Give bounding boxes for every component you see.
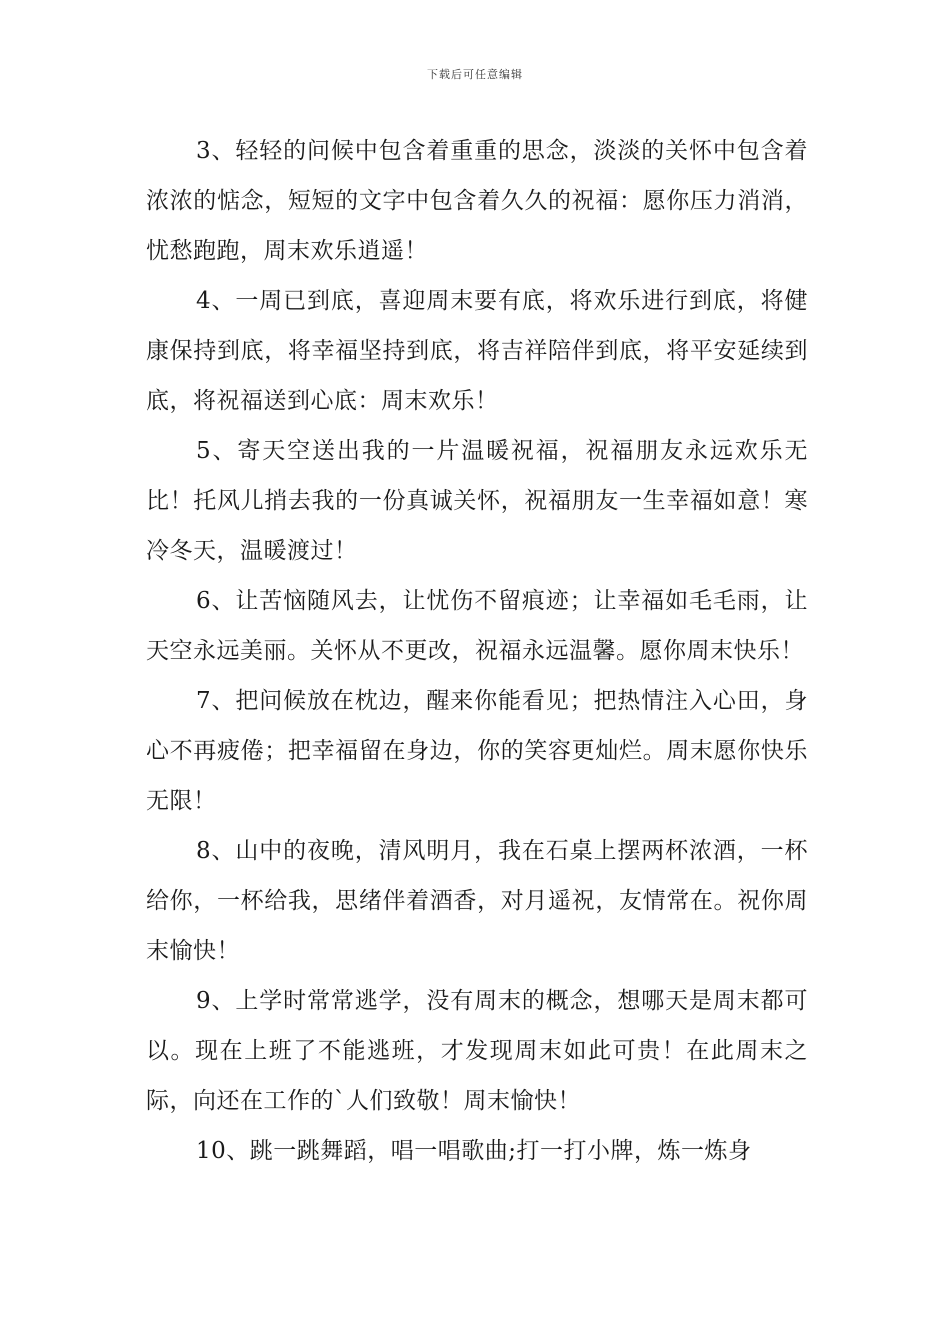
page-header-note: 下载后可任意编辑: [427, 68, 523, 81]
paragraph: 6、让苦恼随风去，让忧伤不留痕迹；让幸福如毛毛雨，让天空永远美丽。关怀从不更改，祝福永远温馨。愿你周末快乐！: [146, 588, 808, 664]
paragraph: 8、山中的夜晚，清风明月，我在石桌上摆两杯浓酒，一杯给你，一杯给我，思绪伴着酒香，对月遥祝，友情常在。祝你周末愉快！: [146, 838, 808, 964]
paragraph: 7、把问候放在枕边，醒来你能看见；把热情注入心田，身心不再疲倦；把幸福留在身边，你的笑容更灿烂。周末愿你快乐无限！: [146, 688, 808, 814]
paragraph: 9、上学时常常逃学，没有周末的概念，想哪天是周末都可以。现在上班了不能逃班，才发现周末如此可贵！在此周末之际，向还在工作的`人们致敬！周末愉快！: [146, 988, 808, 1114]
paragraph: 5、寄天空送出我的一片温暖祝福，祝福朋友永远欢乐无比！托风儿捎去我的一份真诚关怀，祝福朋友一生幸福如意！寒冷冬天，温暖渡过！: [146, 438, 808, 564]
document-body: [146, 126, 808, 1176]
paragraph: 10、跳一跳舞蹈，唱一唱歌曲;打一打小牌，炼一炼身: [196, 1138, 752, 1164]
paragraph: 4、一周已到底，喜迎周末要有底，将欢乐进行到底，将健康保持到底，将幸福坚持到底，将吉祥陪伴到底，将平安延续到底，将祝福送到心底：周末欢乐！: [146, 288, 808, 414]
paragraph: 3、轻轻的问候中包含着重重的思念，淡淡的关怀中包含着浓浓的惦念，短短的文字中包含着久久的祝福：愿你压力消消，忧愁跑跑，周末欢乐逍遥！: [146, 138, 808, 264]
